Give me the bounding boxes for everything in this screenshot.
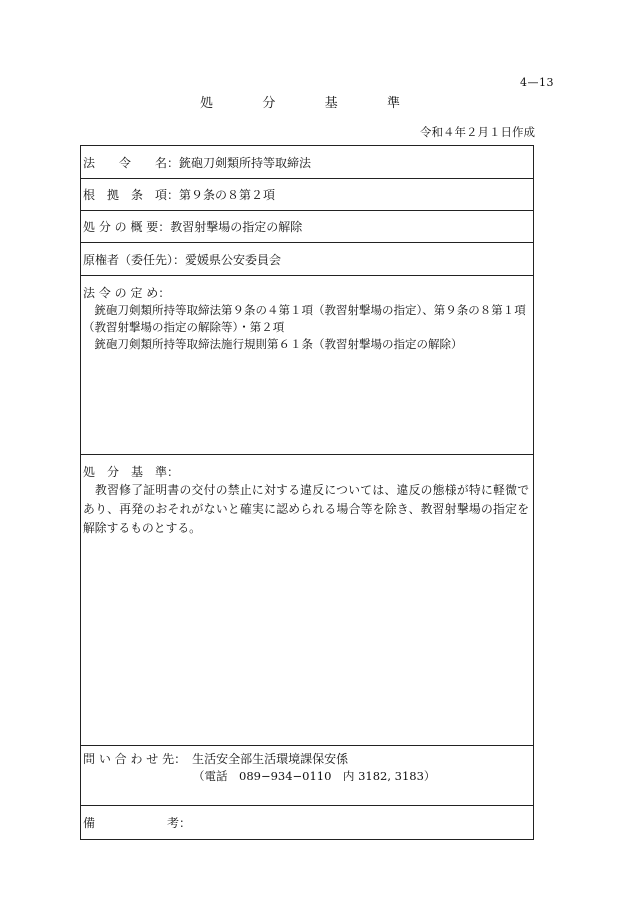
- contact-phone: （電話 089−934−0110 内 3182, 3183）: [193, 769, 436, 783]
- legal-provision-line: 銃砲刀剣類所持等取締法施行規則第６１条（教習射撃場の指定の解除）: [83, 337, 463, 351]
- disposition-summary-row: [81, 211, 533, 243]
- authority-holder-value: 愛媛県公安委員会: [185, 252, 282, 267]
- basis-article-row: [81, 179, 533, 211]
- authority-holder-row: [81, 243, 533, 276]
- disposition-form-table: [80, 145, 534, 840]
- law-name-value: 銃砲刀剣類所持等取締法: [179, 155, 312, 170]
- page-number: 4—13: [520, 76, 554, 89]
- authority-holder-label: 原権者（委任先）：: [83, 252, 186, 267]
- document-title: [200, 92, 400, 111]
- basis-article-label: 根 拠 条 項：: [83, 188, 180, 202]
- title-char: 処: [200, 96, 214, 111]
- law-name-row: [81, 146, 533, 179]
- legal-provisions-row: [81, 276, 533, 455]
- legal-provision-line: （教習射撃場の指定の解除等）・第２項: [83, 320, 285, 334]
- title-char: 準: [386, 96, 400, 111]
- contact-label: 問 い 合 わ せ 先：: [83, 752, 181, 766]
- disposition-criteria-label: 処 分 基 準：: [83, 465, 180, 479]
- legal-provisions-label: 法 令 の 定 め：: [83, 286, 171, 300]
- creation-date: 令和４年２月１日作成: [420, 125, 535, 139]
- remarks-label: 備 考：: [83, 816, 192, 830]
- disposition-summary-value: 教習射撃場の指定の解除: [170, 220, 303, 234]
- title-char: 分: [262, 96, 276, 111]
- basis-article-value: 第９条の８第２項: [179, 188, 276, 202]
- legal-provision-line: 銃砲刀剣類所持等取締法第９条の４第１項（教習射撃場の指定）、第９条の８第１項: [83, 303, 526, 317]
- disposition-criteria-text: 教習修了証明書の交付の禁止に対する違反については、違反の態様が特に軽微であり、再発のおそれがないと確実に認められる場合等を除き、教習射撃場の指定を解除するものとする。: [83, 483, 529, 535]
- title-char: 基: [324, 96, 338, 111]
- contact-row: [81, 746, 533, 806]
- remarks-row: [81, 806, 533, 839]
- law-name-label: 法 令 名：: [83, 155, 180, 170]
- disposition-summary-label: 処 分 の 概 要：: [83, 220, 171, 234]
- contact-line: [83, 751, 531, 768]
- disposition-criteria-row: [81, 455, 533, 746]
- contact-department: 生活安全部生活環境課保安係: [192, 752, 349, 766]
